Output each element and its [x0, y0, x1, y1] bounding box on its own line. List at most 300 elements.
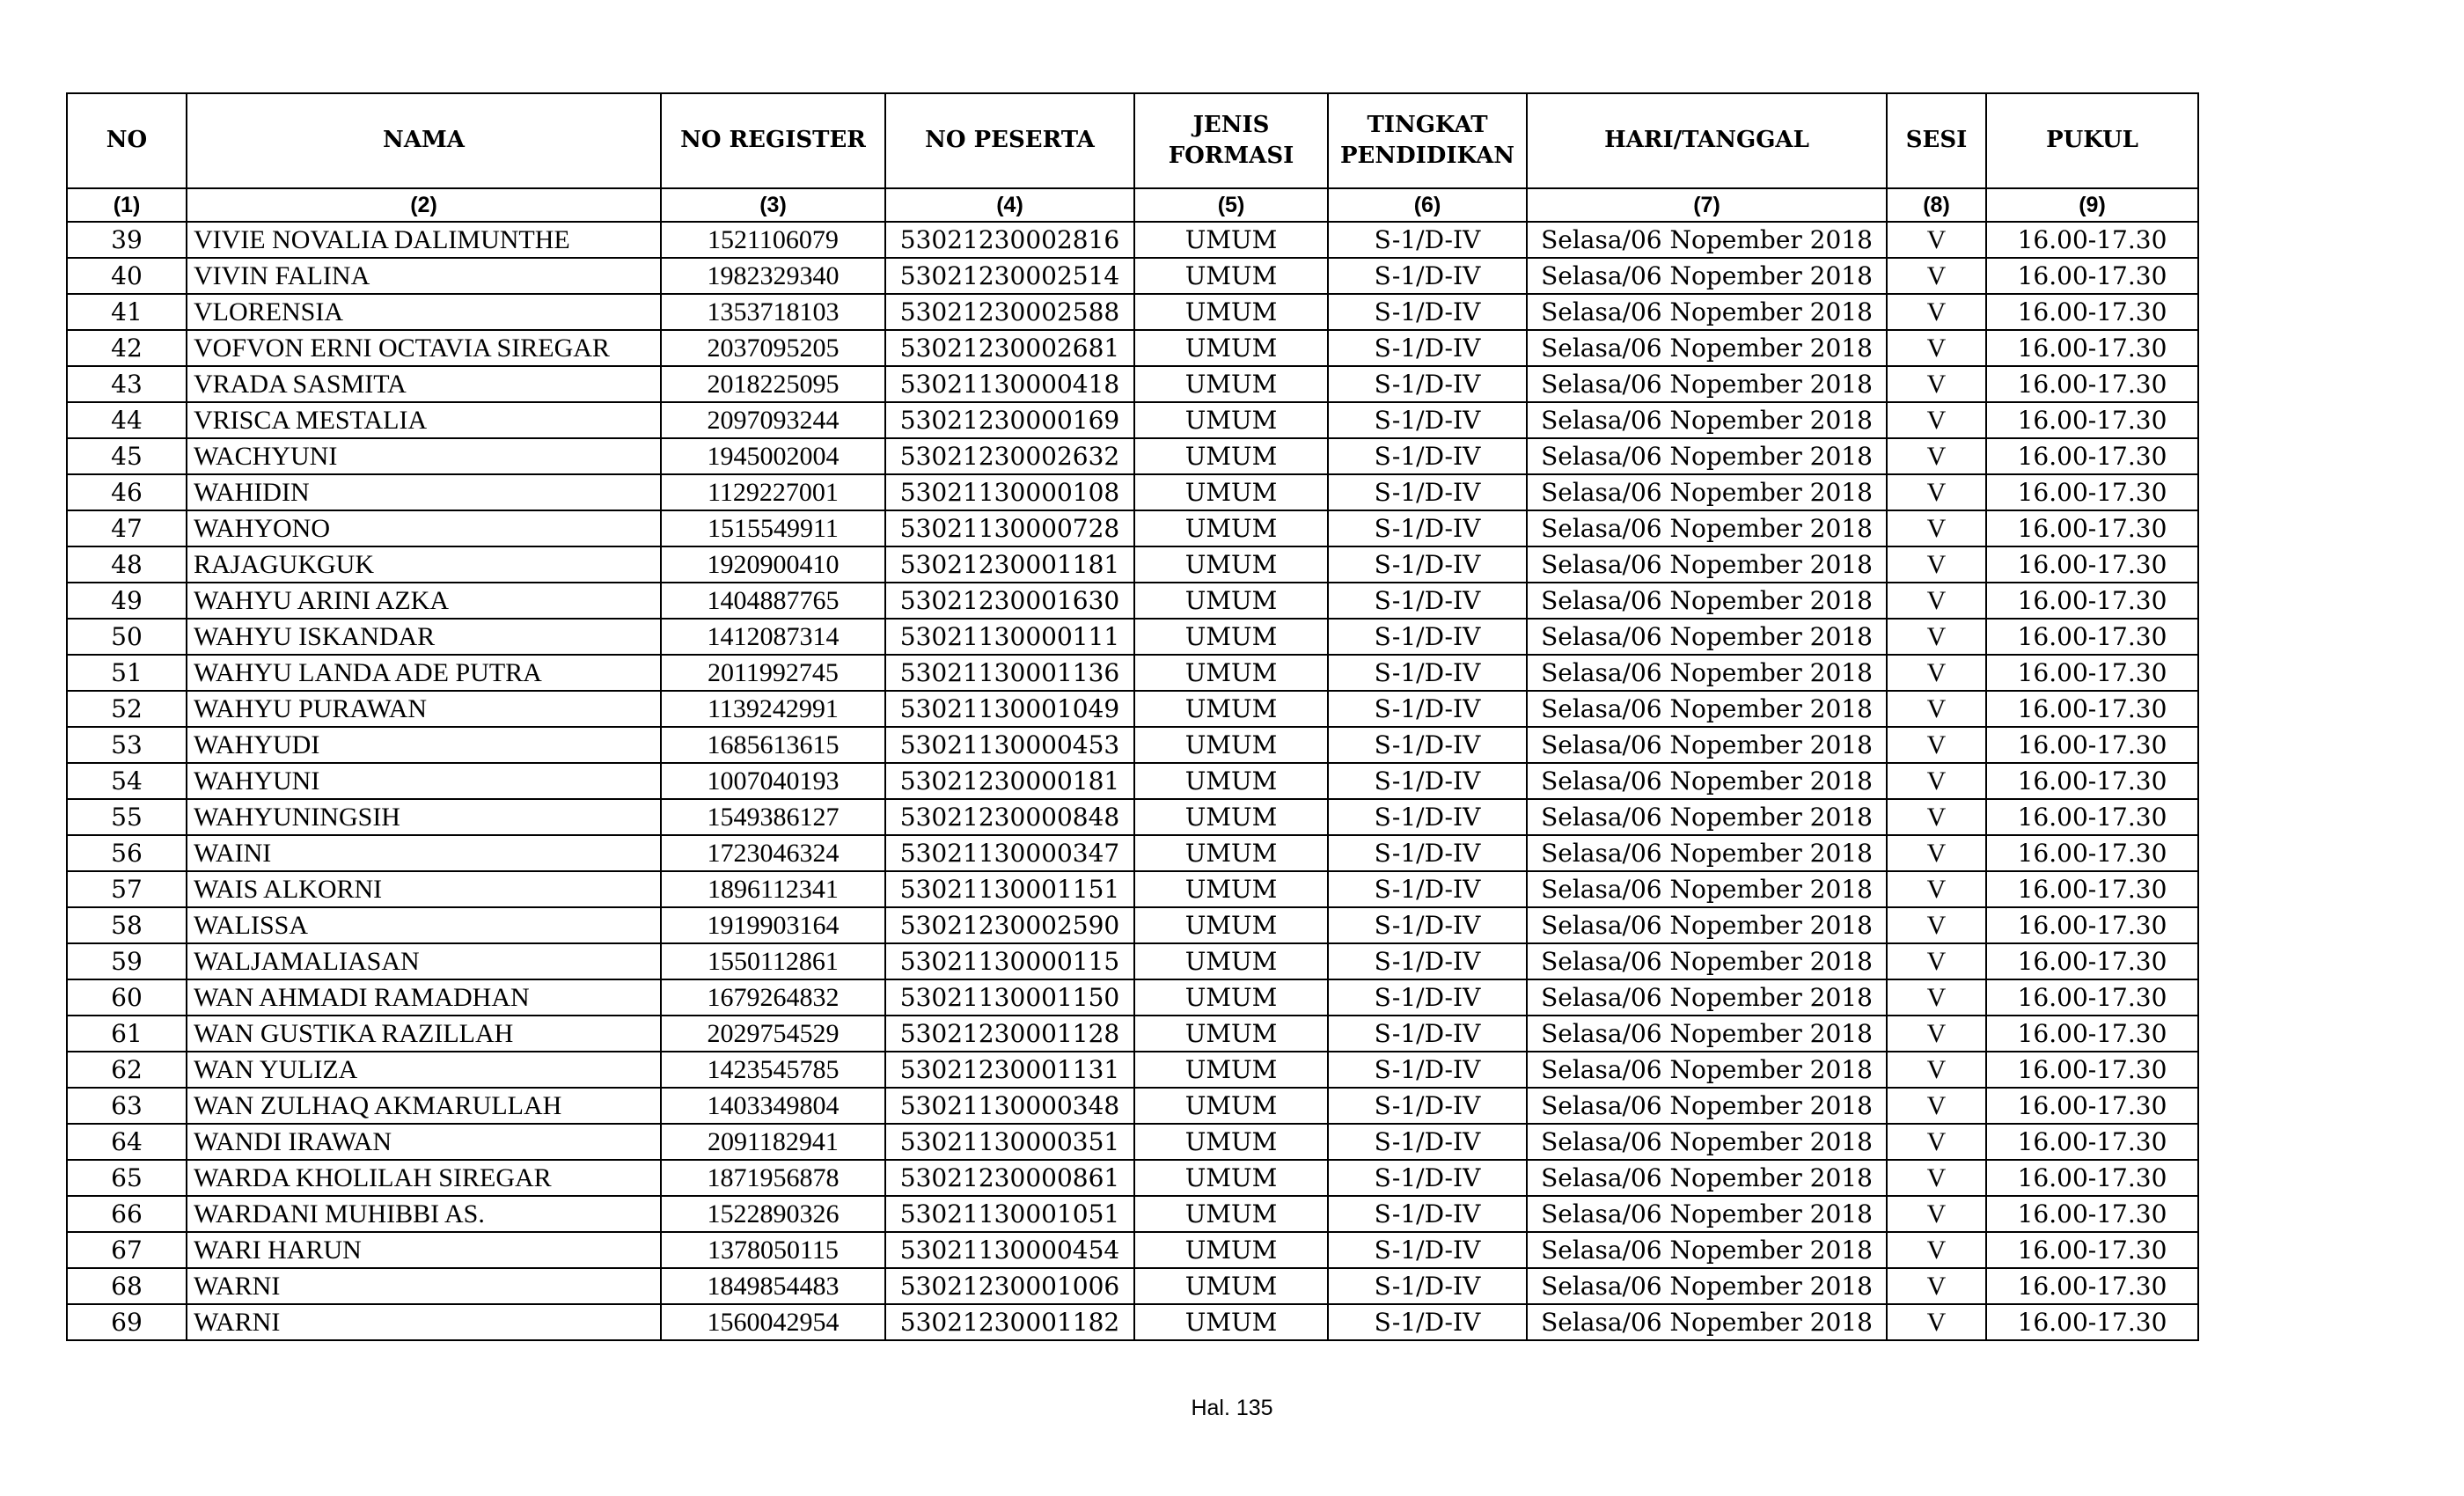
col-number-9: (9)	[1986, 188, 2198, 222]
table-row	[67, 979, 2198, 1016]
cell-no: 45	[67, 438, 187, 474]
cell-no-register: 1404887765	[661, 583, 885, 619]
cell-tingkat-pendidikan: S-1/D-IV	[1328, 583, 1527, 619]
table-row	[67, 583, 2198, 619]
participant-table	[66, 92, 2199, 1341]
cell-nama: WACHYUNI	[187, 438, 661, 474]
page-number: Hal. 135	[1191, 1396, 1273, 1420]
cell-no-register: 1139242991	[661, 691, 885, 727]
cell-no-peserta: 53021230001006	[885, 1268, 1134, 1304]
cell-no: 55	[67, 799, 187, 835]
cell-sesi: V	[1887, 655, 1986, 691]
cell-sesi: V	[1887, 330, 1986, 366]
col-header-nama: NAMA	[187, 93, 661, 188]
cell-no-register: 1129227001	[661, 474, 885, 510]
table-row	[67, 1160, 2198, 1196]
cell-tingkat-pendidikan: S-1/D-IV	[1328, 799, 1527, 835]
cell-no: 62	[67, 1052, 187, 1088]
cell-no-peserta: 53021130001150	[885, 979, 1134, 1016]
cell-no-peserta: 53021130000348	[885, 1088, 1134, 1124]
cell-no-peserta: 53021230002514	[885, 258, 1134, 294]
cell-pukul: 16.00-17.30	[1986, 1268, 2198, 1304]
cell-no: 49	[67, 583, 187, 619]
cell-jenis-formasi: UMUM	[1134, 763, 1328, 799]
cell-no-register: 1521106079	[661, 222, 885, 258]
cell-pukul: 16.00-17.30	[1986, 943, 2198, 979]
cell-sesi: V	[1887, 510, 1986, 546]
cell-nama: WARNI	[187, 1304, 661, 1340]
col-header-no: NO	[67, 93, 187, 188]
cell-no: 44	[67, 402, 187, 438]
cell-jenis-formasi: UMUM	[1134, 222, 1328, 258]
cell-hari-tanggal: Selasa/06 Nopember 2018	[1527, 474, 1887, 510]
cell-jenis-formasi: UMUM	[1134, 546, 1328, 583]
cell-jenis-formasi: UMUM	[1134, 402, 1328, 438]
cell-sesi: V	[1887, 294, 1986, 330]
cell-hari-tanggal: Selasa/06 Nopember 2018	[1527, 366, 1887, 402]
cell-no-register: 2097093244	[661, 402, 885, 438]
cell-tingkat-pendidikan: S-1/D-IV	[1328, 1124, 1527, 1160]
cell-tingkat-pendidikan: S-1/D-IV	[1328, 655, 1527, 691]
cell-tingkat-pendidikan: S-1/D-IV	[1328, 871, 1527, 907]
cell-pukul: 16.00-17.30	[1986, 1304, 2198, 1340]
cell-no-register: 2018225095	[661, 366, 885, 402]
cell-nama: WAINI	[187, 835, 661, 871]
table-row	[67, 330, 2198, 366]
cell-no-peserta: 53021230000848	[885, 799, 1134, 835]
cell-jenis-formasi: UMUM	[1134, 510, 1328, 546]
cell-tingkat-pendidikan: S-1/D-IV	[1328, 619, 1527, 655]
cell-hari-tanggal: Selasa/06 Nopember 2018	[1527, 1016, 1887, 1052]
cell-hari-tanggal: Selasa/06 Nopember 2018	[1527, 979, 1887, 1016]
table-row	[67, 1052, 2198, 1088]
cell-hari-tanggal: Selasa/06 Nopember 2018	[1527, 907, 1887, 943]
col-header-sesi: SESI	[1887, 93, 1986, 188]
cell-tingkat-pendidikan: S-1/D-IV	[1328, 1304, 1527, 1340]
table-row	[67, 691, 2198, 727]
cell-nama: WAHYU ISKANDAR	[187, 619, 661, 655]
cell-hari-tanggal: Selasa/06 Nopember 2018	[1527, 691, 1887, 727]
table-row	[67, 1016, 2198, 1052]
cell-no-register: 1871956878	[661, 1160, 885, 1196]
cell-jenis-formasi: UMUM	[1134, 1016, 1328, 1052]
cell-hari-tanggal: Selasa/06 Nopember 2018	[1527, 258, 1887, 294]
cell-jenis-formasi: UMUM	[1134, 835, 1328, 871]
cell-no: 46	[67, 474, 187, 510]
cell-no-register: 1403349804	[661, 1088, 885, 1124]
table-row	[67, 222, 2198, 258]
col-number-6: (6)	[1328, 188, 1527, 222]
cell-sesi: V	[1887, 727, 1986, 763]
cell-tingkat-pendidikan: S-1/D-IV	[1328, 402, 1527, 438]
col-header-hari-tanggal: HARI/TANGGAL	[1527, 93, 1887, 188]
cell-nama: WAHYU ARINI AZKA	[187, 583, 661, 619]
cell-hari-tanggal: Selasa/06 Nopember 2018	[1527, 943, 1887, 979]
cell-no-peserta: 53021230002588	[885, 294, 1134, 330]
cell-jenis-formasi: UMUM	[1134, 943, 1328, 979]
cell-no-register: 1723046324	[661, 835, 885, 871]
cell-nama: WARDA KHOLILAH SIREGAR	[187, 1160, 661, 1196]
schedule-sheet	[66, 92, 2199, 1341]
cell-nama: WALISSA	[187, 907, 661, 943]
cell-tingkat-pendidikan: S-1/D-IV	[1328, 1016, 1527, 1052]
cell-sesi: V	[1887, 1016, 1986, 1052]
cell-no: 58	[67, 907, 187, 943]
cell-nama: WAIS ALKORNI	[187, 871, 661, 907]
cell-tingkat-pendidikan: S-1/D-IV	[1328, 1052, 1527, 1088]
column-number-row	[67, 188, 2198, 222]
cell-hari-tanggal: Selasa/06 Nopember 2018	[1527, 510, 1887, 546]
cell-jenis-formasi: UMUM	[1134, 1196, 1328, 1232]
table-row	[67, 1124, 2198, 1160]
cell-no: 61	[67, 1016, 187, 1052]
cell-sesi: V	[1887, 366, 1986, 402]
cell-nama: WARI HARUN	[187, 1232, 661, 1268]
cell-jenis-formasi: UMUM	[1134, 1052, 1328, 1088]
cell-no-peserta: 53021130000453	[885, 727, 1134, 763]
cell-tingkat-pendidikan: S-1/D-IV	[1328, 1232, 1527, 1268]
cell-tingkat-pendidikan: S-1/D-IV	[1328, 294, 1527, 330]
cell-nama: WARDANI MUHIBBI AS.	[187, 1196, 661, 1232]
cell-no-peserta: 53021230002816	[885, 222, 1134, 258]
cell-no-peserta: 53021230001630	[885, 583, 1134, 619]
cell-nama: WARNI	[187, 1268, 661, 1304]
cell-sesi: V	[1887, 799, 1986, 835]
cell-tingkat-pendidikan: S-1/D-IV	[1328, 691, 1527, 727]
cell-hari-tanggal: Selasa/06 Nopember 2018	[1527, 763, 1887, 799]
table-row	[67, 871, 2198, 907]
cell-no-register: 1423545785	[661, 1052, 885, 1088]
cell-pukul: 16.00-17.30	[1986, 366, 2198, 402]
cell-no-register: 1353718103	[661, 294, 885, 330]
col-number-1: (1)	[67, 188, 187, 222]
cell-jenis-formasi: UMUM	[1134, 1088, 1328, 1124]
table-row	[67, 474, 2198, 510]
cell-jenis-formasi: UMUM	[1134, 366, 1328, 402]
cell-nama: WANDI IRAWAN	[187, 1124, 661, 1160]
cell-no: 54	[67, 763, 187, 799]
cell-nama: WAN ZULHAQ AKMARULLAH	[187, 1088, 661, 1124]
cell-pukul: 16.00-17.30	[1986, 727, 2198, 763]
table-row	[67, 655, 2198, 691]
table-row	[67, 943, 2198, 979]
cell-no-peserta: 53021230000169	[885, 402, 1134, 438]
cell-pukul: 16.00-17.30	[1986, 1124, 2198, 1160]
table-row	[67, 1088, 2198, 1124]
cell-no-peserta: 53021130000108	[885, 474, 1134, 510]
cell-jenis-formasi: UMUM	[1134, 1304, 1328, 1340]
cell-hari-tanggal: Selasa/06 Nopember 2018	[1527, 294, 1887, 330]
cell-hari-tanggal: Selasa/06 Nopember 2018	[1527, 619, 1887, 655]
cell-pukul: 16.00-17.30	[1986, 330, 2198, 366]
cell-no-peserta: 53021230001181	[885, 546, 1134, 583]
cell-sesi: V	[1887, 546, 1986, 583]
cell-sesi: V	[1887, 763, 1986, 799]
cell-pukul: 16.00-17.30	[1986, 1052, 2198, 1088]
cell-sesi: V	[1887, 438, 1986, 474]
cell-tingkat-pendidikan: S-1/D-IV	[1328, 438, 1527, 474]
cell-no-register: 1515549911	[661, 510, 885, 546]
cell-hari-tanggal: Selasa/06 Nopember 2018	[1527, 1196, 1887, 1232]
cell-no-register: 1378050115	[661, 1232, 885, 1268]
cell-nama: WALJAMALIASAN	[187, 943, 661, 979]
cell-hari-tanggal: Selasa/06 Nopember 2018	[1527, 1088, 1887, 1124]
table-row	[67, 438, 2198, 474]
cell-no-peserta: 53021130000115	[885, 943, 1134, 979]
cell-sesi: V	[1887, 1304, 1986, 1340]
header-row	[67, 93, 2198, 188]
cell-no: 60	[67, 979, 187, 1016]
cell-no-register: 2091182941	[661, 1124, 885, 1160]
cell-nama: WAHYUNINGSIH	[187, 799, 661, 835]
cell-pukul: 16.00-17.30	[1986, 546, 2198, 583]
cell-pukul: 16.00-17.30	[1986, 979, 2198, 1016]
cell-sesi: V	[1887, 1088, 1986, 1124]
cell-tingkat-pendidikan: S-1/D-IV	[1328, 907, 1527, 943]
cell-nama: WAHYU LANDA ADE PUTRA	[187, 655, 661, 691]
cell-tingkat-pendidikan: S-1/D-IV	[1328, 727, 1527, 763]
cell-hari-tanggal: Selasa/06 Nopember 2018	[1527, 1304, 1887, 1340]
cell-sesi: V	[1887, 474, 1986, 510]
cell-nama: WAHYU PURAWAN	[187, 691, 661, 727]
cell-sesi: V	[1887, 583, 1986, 619]
cell-nama: WAHYUDI	[187, 727, 661, 763]
cell-pukul: 16.00-17.30	[1986, 1160, 2198, 1196]
cell-no: 63	[67, 1088, 187, 1124]
cell-jenis-formasi: UMUM	[1134, 1232, 1328, 1268]
cell-nama: WAHIDIN	[187, 474, 661, 510]
cell-pukul: 16.00-17.30	[1986, 294, 2198, 330]
cell-pukul: 16.00-17.30	[1986, 402, 2198, 438]
cell-nama: RAJAGUKGUK	[187, 546, 661, 583]
cell-no-register: 1945002004	[661, 438, 885, 474]
cell-nama: WAN YULIZA	[187, 1052, 661, 1088]
cell-no: 53	[67, 727, 187, 763]
cell-tingkat-pendidikan: S-1/D-IV	[1328, 1160, 1527, 1196]
cell-pukul: 16.00-17.30	[1986, 474, 2198, 510]
cell-hari-tanggal: Selasa/06 Nopember 2018	[1527, 835, 1887, 871]
col-number-7: (7)	[1527, 188, 1887, 222]
cell-no: 43	[67, 366, 187, 402]
cell-tingkat-pendidikan: S-1/D-IV	[1328, 835, 1527, 871]
cell-hari-tanggal: Selasa/06 Nopember 2018	[1527, 1052, 1887, 1088]
cell-tingkat-pendidikan: S-1/D-IV	[1328, 943, 1527, 979]
cell-no-peserta: 53021130001151	[885, 871, 1134, 907]
cell-jenis-formasi: UMUM	[1134, 1160, 1328, 1196]
cell-no: 66	[67, 1196, 187, 1232]
cell-sesi: V	[1887, 871, 1986, 907]
cell-pukul: 16.00-17.30	[1986, 510, 2198, 546]
cell-no-peserta: 53021130000728	[885, 510, 1134, 546]
cell-no-register: 1849854483	[661, 1268, 885, 1304]
cell-no: 59	[67, 943, 187, 979]
cell-sesi: V	[1887, 1196, 1986, 1232]
col-number-2: (2)	[187, 188, 661, 222]
table-row	[67, 1304, 2198, 1340]
table-row	[67, 763, 2198, 799]
cell-no: 69	[67, 1304, 187, 1340]
cell-no-register: 1560042954	[661, 1304, 885, 1340]
cell-sesi: V	[1887, 1052, 1986, 1088]
cell-pukul: 16.00-17.30	[1986, 1088, 2198, 1124]
table-row	[67, 546, 2198, 583]
cell-jenis-formasi: UMUM	[1134, 258, 1328, 294]
cell-no-peserta: 53021230001128	[885, 1016, 1134, 1052]
cell-no: 41	[67, 294, 187, 330]
cell-no: 48	[67, 546, 187, 583]
table-row	[67, 366, 2198, 402]
cell-no-register: 1412087314	[661, 619, 885, 655]
cell-tingkat-pendidikan: S-1/D-IV	[1328, 1268, 1527, 1304]
cell-pukul: 16.00-17.30	[1986, 655, 2198, 691]
cell-no-register: 1685613615	[661, 727, 885, 763]
cell-no-peserta: 53021230001131	[885, 1052, 1134, 1088]
table-row	[67, 799, 2198, 835]
cell-hari-tanggal: Selasa/06 Nopember 2018	[1527, 583, 1887, 619]
cell-nama: VIVIE NOVALIA DALIMUNTHE	[187, 222, 661, 258]
cell-jenis-formasi: UMUM	[1134, 474, 1328, 510]
col-number-3: (3)	[661, 188, 885, 222]
cell-sesi: V	[1887, 943, 1986, 979]
table-row	[67, 835, 2198, 871]
table-body	[67, 222, 2198, 1340]
cell-sesi: V	[1887, 222, 1986, 258]
table-row	[67, 258, 2198, 294]
cell-jenis-formasi: UMUM	[1134, 1268, 1328, 1304]
cell-no-register: 2029754529	[661, 1016, 885, 1052]
cell-no-peserta: 53021130001049	[885, 691, 1134, 727]
cell-no-peserta: 53021230002681	[885, 330, 1134, 366]
cell-no-peserta: 53021130000418	[885, 366, 1134, 402]
table-row	[67, 402, 2198, 438]
table-row	[67, 1232, 2198, 1268]
cell-sesi: V	[1887, 402, 1986, 438]
cell-hari-tanggal: Selasa/06 Nopember 2018	[1527, 1124, 1887, 1160]
cell-tingkat-pendidikan: S-1/D-IV	[1328, 330, 1527, 366]
cell-jenis-formasi: UMUM	[1134, 691, 1328, 727]
cell-nama: VRISCA MESTALIA	[187, 402, 661, 438]
cell-no: 56	[67, 835, 187, 871]
cell-jenis-formasi: UMUM	[1134, 655, 1328, 691]
cell-hari-tanggal: Selasa/06 Nopember 2018	[1527, 1268, 1887, 1304]
col-header-tingkat-pendidikan: TINGKAT PENDIDIKAN	[1328, 93, 1527, 188]
cell-sesi: V	[1887, 1124, 1986, 1160]
cell-pukul: 16.00-17.30	[1986, 222, 2198, 258]
cell-jenis-formasi: UMUM	[1134, 979, 1328, 1016]
table-row	[67, 619, 2198, 655]
cell-no: 67	[67, 1232, 187, 1268]
cell-no: 64	[67, 1124, 187, 1160]
cell-jenis-formasi: UMUM	[1134, 871, 1328, 907]
cell-tingkat-pendidikan: S-1/D-IV	[1328, 222, 1527, 258]
cell-no-register: 1982329340	[661, 258, 885, 294]
cell-pukul: 16.00-17.30	[1986, 835, 2198, 871]
cell-pukul: 16.00-17.30	[1986, 258, 2198, 294]
cell-nama: VRADA SASMITA	[187, 366, 661, 402]
cell-tingkat-pendidikan: S-1/D-IV	[1328, 1196, 1527, 1232]
col-number-4: (4)	[885, 188, 1134, 222]
col-header-no-peserta: NO PESERTA	[885, 93, 1134, 188]
cell-no: 47	[67, 510, 187, 546]
cell-sesi: V	[1887, 907, 1986, 943]
col-header-jenis-formasi: JENIS FORMASI	[1134, 93, 1328, 188]
cell-no-register: 1679264832	[661, 979, 885, 1016]
cell-no-peserta: 53021130000347	[885, 835, 1134, 871]
cell-nama: WAN AHMADI RAMADHAN	[187, 979, 661, 1016]
cell-sesi: V	[1887, 1232, 1986, 1268]
cell-jenis-formasi: UMUM	[1134, 1124, 1328, 1160]
cell-tingkat-pendidikan: S-1/D-IV	[1328, 763, 1527, 799]
cell-nama: WAN GUSTIKA RAZILLAH	[187, 1016, 661, 1052]
cell-sesi: V	[1887, 1160, 1986, 1196]
cell-sesi: V	[1887, 835, 1986, 871]
cell-pukul: 16.00-17.30	[1986, 907, 2198, 943]
cell-no-peserta: 53021130000111	[885, 619, 1134, 655]
col-number-5: (5)	[1134, 188, 1328, 222]
cell-hari-tanggal: Selasa/06 Nopember 2018	[1527, 727, 1887, 763]
cell-nama: VOFVON ERNI OCTAVIA SIREGAR	[187, 330, 661, 366]
cell-no-peserta: 53021130001051	[885, 1196, 1134, 1232]
cell-no-peserta: 53021230000181	[885, 763, 1134, 799]
cell-hari-tanggal: Selasa/06 Nopember 2018	[1527, 546, 1887, 583]
cell-pukul: 16.00-17.30	[1986, 1196, 2198, 1232]
cell-no: 50	[67, 619, 187, 655]
cell-no: 42	[67, 330, 187, 366]
cell-no: 65	[67, 1160, 187, 1196]
cell-hari-tanggal: Selasa/06 Nopember 2018	[1527, 655, 1887, 691]
cell-no-register: 1550112861	[661, 943, 885, 979]
cell-hari-tanggal: Selasa/06 Nopember 2018	[1527, 1160, 1887, 1196]
cell-jenis-formasi: UMUM	[1134, 583, 1328, 619]
cell-pukul: 16.00-17.30	[1986, 763, 2198, 799]
cell-hari-tanggal: Selasa/06 Nopember 2018	[1527, 1232, 1887, 1268]
cell-jenis-formasi: UMUM	[1134, 799, 1328, 835]
cell-hari-tanggal: Selasa/06 Nopember 2018	[1527, 330, 1887, 366]
cell-pukul: 16.00-17.30	[1986, 1232, 2198, 1268]
cell-pukul: 16.00-17.30	[1986, 583, 2198, 619]
cell-pukul: 16.00-17.30	[1986, 438, 2198, 474]
cell-hari-tanggal: Selasa/06 Nopember 2018	[1527, 402, 1887, 438]
cell-hari-tanggal: Selasa/06 Nopember 2018	[1527, 871, 1887, 907]
cell-no-register: 1522890326	[661, 1196, 885, 1232]
cell-jenis-formasi: UMUM	[1134, 294, 1328, 330]
cell-hari-tanggal: Selasa/06 Nopember 2018	[1527, 438, 1887, 474]
cell-pukul: 16.00-17.30	[1986, 871, 2198, 907]
table-row	[67, 1196, 2198, 1232]
cell-sesi: V	[1887, 258, 1986, 294]
cell-tingkat-pendidikan: S-1/D-IV	[1328, 258, 1527, 294]
cell-no-register: 1549386127	[661, 799, 885, 835]
cell-jenis-formasi: UMUM	[1134, 438, 1328, 474]
cell-tingkat-pendidikan: S-1/D-IV	[1328, 979, 1527, 1016]
col-header-pukul: PUKUL	[1986, 93, 2198, 188]
cell-jenis-formasi: UMUM	[1134, 330, 1328, 366]
table-row	[67, 510, 2198, 546]
cell-nama: VIVIN FALINA	[187, 258, 661, 294]
cell-sesi: V	[1887, 979, 1986, 1016]
table-row	[67, 294, 2198, 330]
cell-sesi: V	[1887, 619, 1986, 655]
cell-tingkat-pendidikan: S-1/D-IV	[1328, 546, 1527, 583]
cell-no-register: 2011992745	[661, 655, 885, 691]
cell-nama: WAHYUNI	[187, 763, 661, 799]
cell-tingkat-pendidikan: S-1/D-IV	[1328, 474, 1527, 510]
cell-tingkat-pendidikan: S-1/D-IV	[1328, 1088, 1527, 1124]
cell-no-register: 1920900410	[661, 546, 885, 583]
cell-no: 57	[67, 871, 187, 907]
table-row	[67, 1268, 2198, 1304]
cell-tingkat-pendidikan: S-1/D-IV	[1328, 510, 1527, 546]
